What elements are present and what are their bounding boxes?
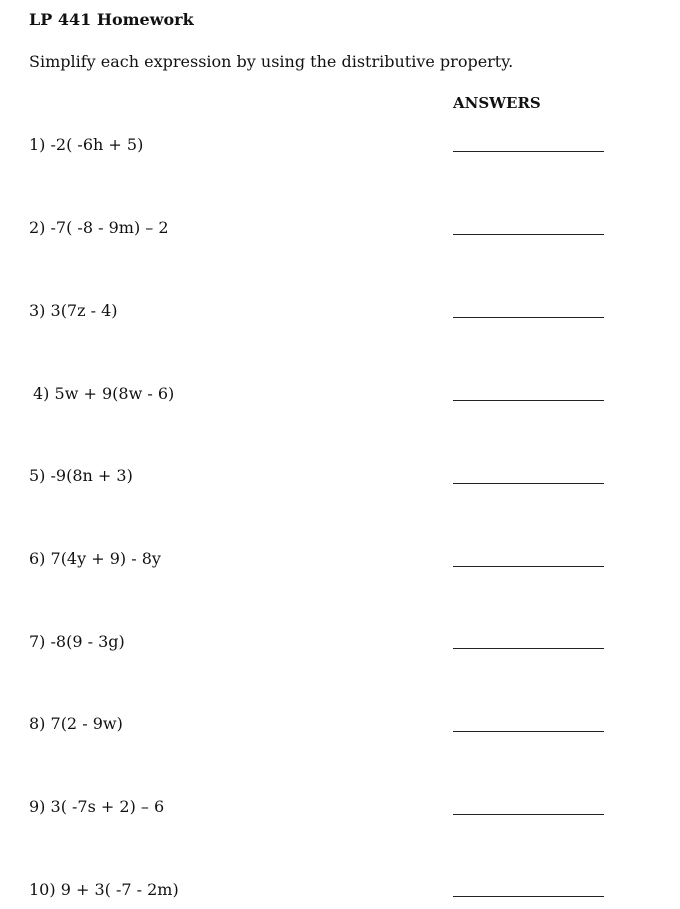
- answer-line-9[interactable]: [453, 814, 604, 815]
- answers-header: ANSWERS: [453, 94, 541, 112]
- problem-9: 9) 3( -7s + 2) – 6: [29, 797, 165, 816]
- problem-2: 2) -7( -8 - 9m) – 2: [29, 218, 169, 237]
- answer-line-4[interactable]: [453, 400, 604, 401]
- answer-line-8[interactable]: [453, 731, 604, 732]
- worksheet-title: LP 441 Homework: [29, 10, 194, 29]
- problem-6: 6) 7(4y + 9) - 8y: [29, 549, 161, 568]
- answer-line-7[interactable]: [453, 648, 604, 649]
- problem-4: 4) 5w + 9(8w - 6): [33, 384, 175, 403]
- answer-line-10[interactable]: [453, 896, 604, 897]
- problem-10: 10) 9 + 3( -7 - 2m): [29, 880, 179, 899]
- answer-line-5[interactable]: [453, 483, 604, 484]
- problem-8: 8) 7(2 - 9w): [29, 714, 123, 733]
- problem-5: 5) -9(8n + 3): [29, 466, 133, 485]
- answer-line-3[interactable]: [453, 317, 604, 318]
- problem-3: 3) 3(7z - 4): [29, 301, 118, 320]
- answer-line-1[interactable]: [453, 151, 604, 152]
- answer-line-6[interactable]: [453, 566, 604, 567]
- problem-7: 7) -8(9 - 3g): [29, 632, 125, 651]
- worksheet-instructions: Simplify each expression by using the distributive property.: [29, 52, 514, 71]
- answer-line-2[interactable]: [453, 234, 604, 235]
- problem-1: 1) -2( -6h + 5): [29, 135, 144, 154]
